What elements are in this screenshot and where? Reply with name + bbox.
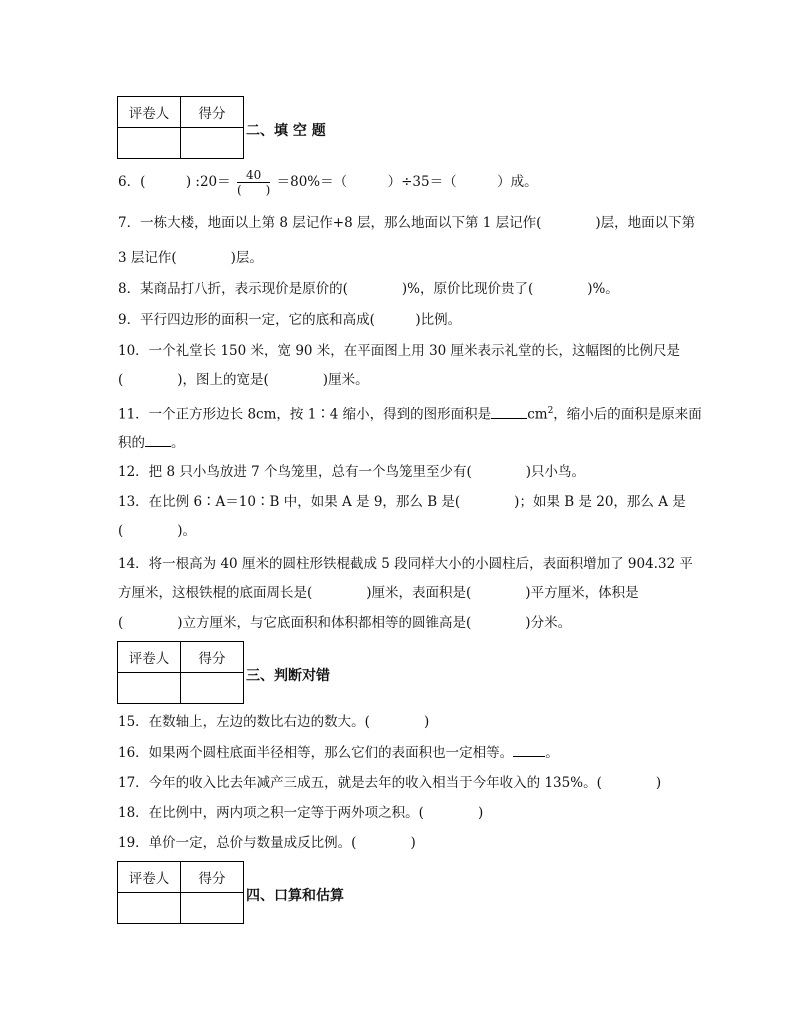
answer-blank[interactable] — [513, 743, 545, 757]
grader-cell[interactable] — [118, 128, 181, 159]
question-11-text-a: 11．一个正方形边长 8cm，按 1∶4 缩小，得到的图形面积是 — [118, 406, 492, 423]
question-10-line-1: 10．一个礼堂长 150 米，宽 90 米，在平面图上用 30 厘米表示礼堂的长，这幅图的比例尺是 — [118, 343, 681, 359]
question-14-line-2: 方厘米，这根铁棍的底面周长是( )厘米，表面积是( )平方厘米，体积是 — [118, 585, 639, 601]
question-11-text-c: ，缩小后的面积是原来面 — [553, 406, 702, 423]
fraction — [237, 168, 270, 197]
question-18: 18．在比例中，两内项之积一定等于两外项之积。( ) — [118, 805, 484, 821]
question-16-end: 。 — [545, 745, 559, 761]
question-13-line-2: ( )。 — [118, 523, 197, 539]
score-table-header-score: 得分 — [181, 642, 244, 673]
answer-blank[interactable] — [491, 405, 527, 419]
question-14-line-3: ( )立方厘米，与它底面积和体积都相等的圆锥高是( )分米。 — [118, 615, 572, 631]
question-7-line-1: 7．一栋大楼，地面以上第 8 层记作+8 层，那么地面以下第 1 层记作( )层，地面以下第 — [118, 215, 696, 231]
section-title-true-false: 三、判断对错 — [246, 668, 330, 684]
question-16-text: 16．如果两个圆柱底面半径相等，那么它们的表面积也一定相等。 — [118, 745, 514, 761]
score-table-header-score: 得分 — [181, 862, 244, 893]
question-11-text-e: 。 — [171, 435, 185, 451]
question-9: 9．平行四边形的面积一定，它的底和高成( )比例。 — [118, 312, 462, 328]
question-19: 19．单价一定，总价与数量成反比例。( ) — [118, 835, 416, 851]
question-7-line-2: 3 层记作( )层。 — [118, 250, 263, 266]
score-table-header-grader: 评卷人 — [118, 642, 181, 673]
score-cell[interactable] — [181, 673, 244, 704]
score-table — [117, 96, 244, 159]
question-13-line-1: 13．在比例 6∶A＝10∶B 中，如果 A 是 9，那么 B 是( )；如果 B 是 20，那么 A 是 — [118, 494, 686, 510]
question-8: 8．某商品打八折，表示现价是原价的( )%，原价比现价贵了( )%。 — [118, 281, 619, 297]
section-title-mental-math: 四、口算和估算 — [246, 888, 344, 904]
grader-cell[interactable] — [118, 893, 181, 924]
question-16 — [118, 743, 559, 762]
fraction-numerator: 40 — [237, 168, 270, 183]
fraction-denominator: ( ) — [236, 183, 271, 197]
question-6 — [118, 168, 538, 197]
score-cell[interactable] — [181, 893, 244, 924]
grader-cell[interactable] — [118, 673, 181, 704]
score-table-header-grader: 评卷人 — [118, 97, 181, 128]
answer-blank[interactable] — [145, 433, 171, 447]
unit-exponent: 2 — [547, 406, 554, 416]
score-table — [117, 641, 244, 704]
score-cell[interactable] — [181, 128, 244, 159]
question-6-part-a: 6．( ) :20＝ — [118, 174, 231, 190]
score-table-header-grader: 评卷人 — [118, 862, 181, 893]
score-table — [117, 861, 244, 924]
unit-cm: cm — [527, 406, 548, 423]
question-6-part-b: ＝80%＝（ ）÷35＝（ ）成。 — [276, 174, 538, 190]
question-14-line-1: 14．将一根高为 40 厘米的圆柱形铁棍截成 5 段同样大小的小圆柱后，表面积增加了 904.32 平 — [118, 556, 693, 572]
question-11-line-1 — [118, 402, 702, 424]
question-10-line-2: ( )，图上的宽是( )厘米。 — [118, 372, 369, 388]
question-15: 15．在数轴上，左边的数比右边的数大。( ) — [118, 714, 430, 730]
question-11-text-d: 积的 — [118, 435, 145, 451]
score-table-header-score: 得分 — [181, 97, 244, 128]
question-12: 12．把 8 只小鸟放进 7 个鸟笼里，总有一个鸟笼里至少有( )只小鸟。 — [118, 464, 586, 480]
question-11-line-2 — [118, 433, 185, 452]
section-title-fill-blank: 二、填 空 题 — [246, 123, 326, 139]
question-17: 17．今年的收入比去年减产三成五，就是去年的收入相当于今年收入的 135%。( ) — [118, 775, 662, 791]
